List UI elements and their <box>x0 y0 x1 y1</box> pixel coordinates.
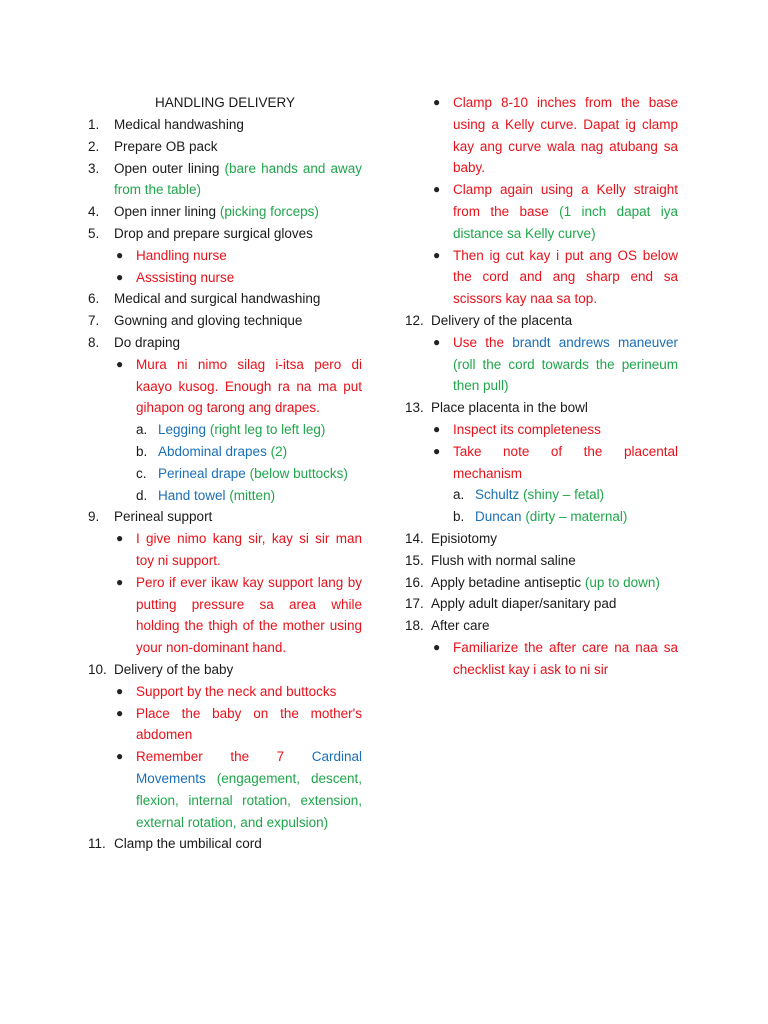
bullet-icon: ● <box>433 639 441 654</box>
sub-item: b. Duncan (dirty – maternal) <box>453 509 628 525</box>
list-item: 6. Medical and surgical handwashing <box>88 291 321 307</box>
sub-item: b. Abdominal drapes (2) <box>136 443 288 459</box>
bullet-icon: ● <box>433 247 441 262</box>
bullet-icon: ● <box>116 683 124 698</box>
list-item: 9. Perineal support <box>88 509 213 525</box>
bullet-icon: ● <box>116 574 124 589</box>
list-item: 13. Place placenta in the bowl <box>405 400 588 416</box>
bullet-icon: ● <box>116 247 124 262</box>
sub-item: d. Hand towel (mitten) <box>136 487 276 503</box>
bullet-item: ● Pero if ever ikaw kay support lang by putting pressure sa area while holding the thigh of the mother using your non-dominant hand. <box>88 572 362 659</box>
page-title: HANDLING DELIVERY <box>154 95 296 110</box>
bullet-item: ● Inspect its completeness <box>405 419 678 441</box>
bullet-item: ● Handling nurse <box>88 245 362 267</box>
bullet-item: ● Clamp 8-10 inches from the base using a Kelly curve. Dapat ig clamp kay ang curve wala nag atubang sa baby. <box>405 92 678 179</box>
left-column <box>88 92 362 855</box>
list-item: 10. Delivery of the baby <box>88 661 234 677</box>
right-column <box>405 92 678 681</box>
list-item: 7. Gowning and gloving technique <box>88 313 303 329</box>
bullet-item: ● Support by the neck and buttocks <box>88 681 362 703</box>
bullet-icon: ● <box>116 705 124 720</box>
bullet-icon: ● <box>433 443 441 458</box>
bullet-icon: ● <box>116 356 124 371</box>
list-item: 1. Medical handwashing <box>88 117 244 132</box>
bullet-item: ● Clamp again using a Kelly straight from the base (1 inch dapat iya distance sa Kelly curve) <box>405 179 678 244</box>
list-item: 4. Open inner lining (picking forceps) <box>88 204 319 220</box>
list-item: 2. Prepare OB pack <box>88 138 218 154</box>
list-item: 3. Open outer lining (bare hands and away from the table) <box>88 160 362 198</box>
sub-item: a. Schultz (shiny – fetal) <box>453 487 605 503</box>
bullet-icon: ● <box>433 421 441 436</box>
bullet-item: ● Familiarize the after care na naa sa checklist kay i ask to ni sir <box>405 637 678 681</box>
bullet-icon: ● <box>116 531 124 546</box>
list-item: 11. Clamp the umbilical cord <box>88 836 262 852</box>
bullet-icon: ● <box>433 334 441 349</box>
bullet-item: ● Remember the 7 Cardinal Movements (engagement, descent, flexion, internal rotation, extension, external rotation, and expulsion) <box>88 746 362 833</box>
bullet-item: ● Asssisting nurse <box>88 267 362 289</box>
list-item: 16. Apply betadine antiseptic (up to down) <box>405 574 660 590</box>
bullet-icon: ● <box>116 749 124 764</box>
bullet-item: ● I give nimo kang sir, kay si sir man toy ni support. <box>88 528 362 572</box>
bullet-icon: ● <box>116 269 124 284</box>
bullet-item: ● Mura ni nimo silag i-itsa pero di kaayo kusog. Enough ra na ma put gihapon og tarong ang drapes. <box>88 354 362 419</box>
list-item: 18. After care <box>405 618 490 634</box>
bullet-item: ● Place the baby on the mother's abdomen <box>88 703 362 747</box>
list-item: 8. Do draping <box>88 334 181 350</box>
bullet-item: ● Take note of the placental mechanism <box>405 441 678 485</box>
list-item: 12. Delivery of the placenta <box>405 312 573 328</box>
bullet-icon: ● <box>433 95 441 109</box>
list-item: 17. Apply adult diaper/sanitary pad <box>405 596 617 612</box>
bullet-item: ● Then ig cut kay i put ang OS below the cord and ang sharp end sa scissors kay naa sa top. <box>405 245 678 310</box>
sub-item: c. Perineal drape (below buttocks) <box>136 465 348 481</box>
bullet-icon: ● <box>433 182 441 197</box>
list-item: 5. Drop and prepare surgical gloves <box>88 225 313 241</box>
list-item: 14. Episiotomy <box>405 530 498 546</box>
list-item: 15. Flush with normal saline <box>405 552 576 568</box>
bullet-item: ● Use the brandt andrews maneuver (roll the cord towards the perineum then pull) <box>405 332 678 397</box>
sub-item: a. Legging (right leg to left leg) <box>136 422 326 438</box>
